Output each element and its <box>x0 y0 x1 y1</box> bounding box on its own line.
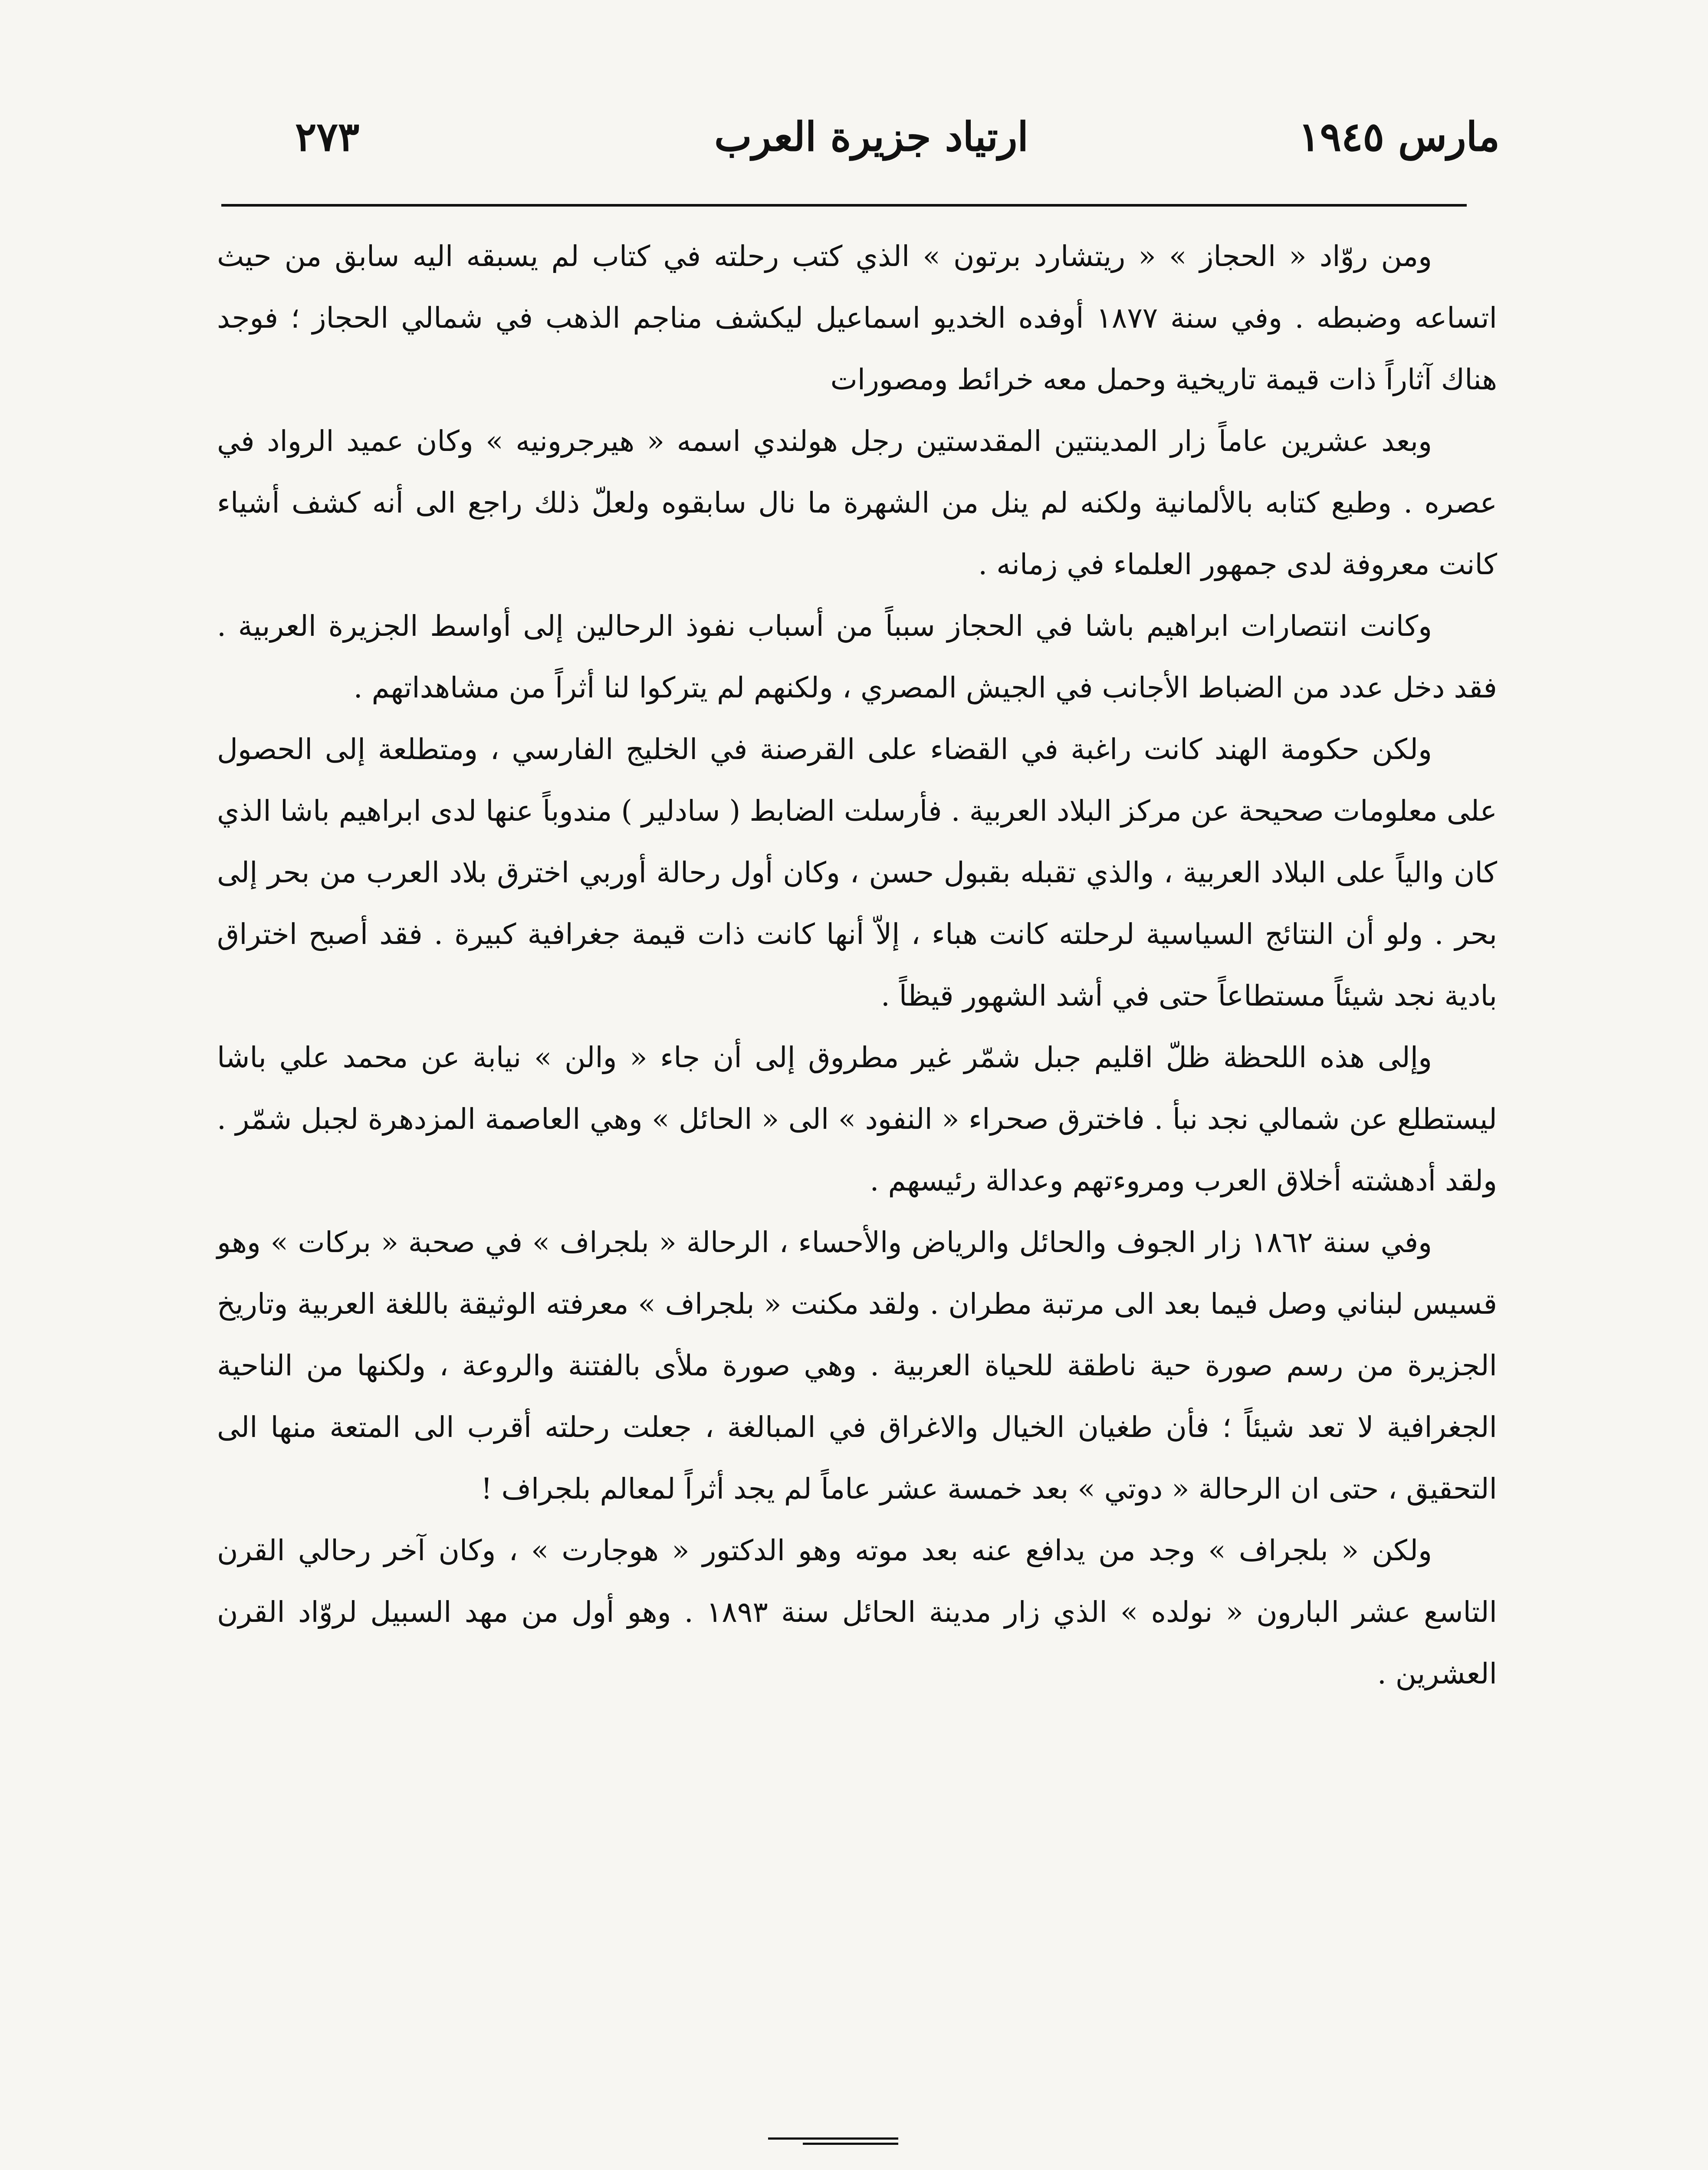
paragraph-6: وفي سنة ١٨٦٢ زار الجوف والحائل والرياض والأحساء ، الرحالة « بلجراف » في صحبة « بركات » وهو قسيس لبناني وصل فيما بعد الى مرتبة مطران . ولقد مكنت « بلجراف » معرفته الوثيقة باللغة العربية وتاريخ الجزيرة من رسم صورة حية ناطقة للحياة العربية . وهي صورة ملأى بالفتنة والروعة ، ولكنها من الناحية الجغرافية لا تعد شيئاً ؛ فأن طغيان الخيال والاغراق في المبالغة ، جعلت رحلته أقرب الى المتعة منها الى التحقيق ، حتى ان الرحالة « دوتي » بعد خمسة عشر عاماً لم يجد أثراً لمعالم بلجراف ! <box>217 1226 1497 1506</box>
header-date: مارس ١٩٤٥ <box>1298 113 1500 160</box>
header-rule <box>221 204 1467 207</box>
paragraph-3: وكانت انتصارات ابراهيم باشا في الحجاز سبباً من أسباب نفوذ الرحالين إلى أواسط الجزيرة العربية . فقد دخل عدد من الضباط الأجانب في الجيش المصري ، ولكنهم لم يتركوا لنا أثراً من مشاهداتهم . <box>217 609 1497 704</box>
paragraph-1: ومن روّاد « الحجاز » « ريتشارد برتون » الذي كتب رحلته في كتاب لم يسبقه اليه سابق من حيث اتساعه وضبطه . وفي سنة ١٨٧٧ أوفده الخديو اسماعيل ليكشف مناجم الذهب في شمالي الحجاز ؛ فوجد هناك آثاراً ذات قيمة تاريخية وحمل معه خرائط ومصورات <box>217 240 1497 396</box>
header-title: ارتياد جزيرة العرب <box>714 113 1028 160</box>
end-rule-line <box>803 2143 898 2145</box>
paragraph-5: وإلى هذه اللحظة ظلّ اقليم جبل شمّر غير مطروق إلى أن جاء « والن » نيابة عن محمد علي باشا ليستطلع عن شمالي نجد نبأ . فاخترق صحراء « النفود » الى « الحائل » وهي العاصمة المزدهرة لجبل شمّر . ولقد أدهشته أخلاق العرب ومروءتهم وعدالة رئيسهم . <box>217 1041 1497 1197</box>
article-body <box>217 226 1497 1705</box>
paragraph-7: ولكن « بلجراف » وجد من يدافع عنه بعد موته وهو الدكتور « هوجارت » ، وكان آخر رحالي القرن التاسع عشر البارون « نولده » الذي زار مدينة الحائل سنة ١٨٩٣ . وهو أول من مهد السبيل لروّاد القرن العشرين . <box>217 1534 1498 1690</box>
paragraph-2: وبعد عشرين عاماً زار المدينتين المقدستين رجل هولندي اسمه « هيرجرونيه » وكان عميد الرواد في عصره . وطبع كتابه بالألمانية ولكنه لم ينل من الشهرة ما نال سابقوه ولعلّ ذلك راجع الى أنه كشف أشياء كانت معروفة لدى جمهور العلماء في زمانه . <box>217 424 1497 581</box>
end-ornament-rule <box>768 2137 898 2150</box>
paragraph-4: ولكن حكومة الهند كانت راغبة في القضاء على القرصنة في الخليج الفارسي ، ومتطلعة إلى الحصول على معلومات صحيحة عن مركز البلاد العربية . فأرسلت الضابط ( سادلير ) مندوباً عنها لدى ابراهيم باشا الذي كان والياً على البلاد العربية ، والذي تقبله بقبول حسن ، وكان أول رحالة أوربي اخترق بلاد العرب من بحر إلى بحر . ولو أن النتائج السياسية لرحلته كانت هباء ، إلاّ أنها كانت ذات قيمة جغرافية كبيرة . فقد أصبح اختراق بادية نجد شيئاً مستطاعاً حتى في أشد الشهور قيظاً . <box>217 733 1497 1013</box>
running-head <box>243 108 1500 165</box>
page-number: ٢٧٣ <box>295 113 360 160</box>
end-rule-line <box>768 2137 898 2140</box>
